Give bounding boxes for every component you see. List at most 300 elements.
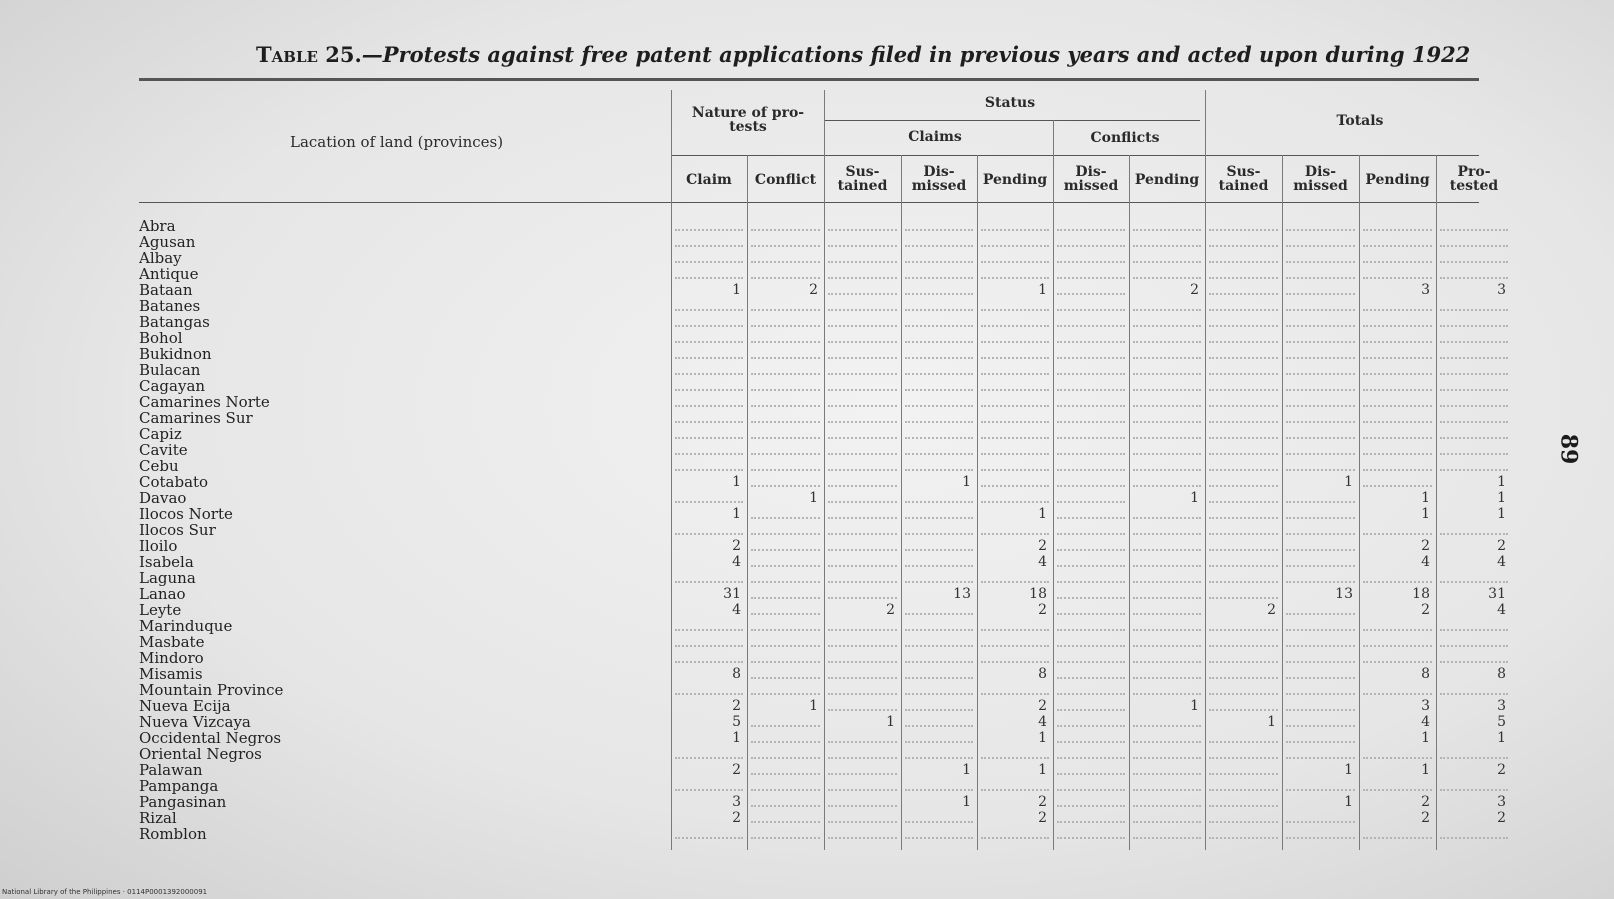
table-cell — [1282, 330, 1359, 346]
table-cell — [1129, 346, 1205, 362]
table-cell — [901, 522, 977, 538]
empty-cell-dots — [981, 581, 1049, 583]
table-number: Table 25. — [256, 42, 362, 67]
empty-cell-dots — [828, 549, 897, 551]
table-cell — [1053, 218, 1129, 234]
cell-value: 8 — [1038, 666, 1047, 682]
table-cell — [671, 522, 747, 538]
table-cell — [1282, 698, 1359, 714]
table-cell — [824, 586, 901, 602]
empty-cell-dots — [905, 709, 973, 711]
table-cell — [1282, 570, 1359, 586]
empty-cell-dots — [1440, 837, 1508, 839]
table-cell — [1205, 250, 1282, 266]
province-label: Davao — [139, 490, 187, 506]
table-cell — [671, 554, 747, 570]
table-cell — [1053, 474, 1129, 490]
table-row — [0, 298, 1614, 314]
table-cell — [977, 730, 1053, 746]
leader-dots — [186, 611, 664, 615]
table-cell — [1205, 554, 1282, 570]
table-cell — [1205, 538, 1282, 554]
table-cell — [1205, 426, 1282, 442]
table-cell — [1359, 330, 1436, 346]
table-cell — [1359, 682, 1436, 698]
cell-value: 2 — [1267, 602, 1276, 618]
table-cell — [1359, 746, 1436, 762]
empty-cell-dots — [1057, 773, 1125, 775]
empty-cell-dots — [905, 389, 973, 391]
empty-cell-dots — [828, 597, 897, 599]
empty-cell-dots — [1133, 565, 1201, 567]
empty-cell-dots — [905, 373, 973, 375]
empty-cell-dots — [981, 421, 1049, 423]
table-cell — [1359, 522, 1436, 538]
empty-cell-dots — [1286, 293, 1355, 295]
table-cell — [747, 522, 824, 538]
empty-cell-dots — [905, 645, 973, 647]
empty-cell-dots — [1209, 261, 1278, 263]
cell-value: 3 — [1421, 282, 1430, 298]
table-cell — [901, 586, 977, 602]
empty-cell-dots — [1209, 597, 1278, 599]
table-cell — [977, 282, 1053, 298]
table-cell — [977, 410, 1053, 426]
cell-value: 2 — [1038, 602, 1047, 618]
table-cell — [1205, 602, 1282, 618]
table-cell — [824, 314, 901, 330]
empty-cell-dots — [1057, 789, 1125, 791]
table-row — [0, 634, 1614, 650]
table-cell — [671, 426, 747, 442]
table-cell — [1053, 586, 1129, 602]
table-cell — [1205, 522, 1282, 538]
table-cell — [747, 650, 824, 666]
empty-cell-dots — [1209, 533, 1278, 535]
empty-cell-dots — [675, 501, 743, 503]
table-cell — [1129, 794, 1205, 810]
empty-cell-dots — [1133, 533, 1201, 535]
empty-cell-dots — [1286, 501, 1355, 503]
table-cell — [977, 234, 1053, 250]
empty-cell-dots — [905, 293, 973, 295]
empty-cell-dots — [828, 501, 897, 503]
table-cell — [747, 314, 824, 330]
table-cell — [1436, 634, 1512, 650]
empty-cell-dots — [1133, 741, 1201, 743]
table-cell — [824, 330, 901, 346]
province-label: Romblon — [139, 826, 207, 842]
table-cell — [901, 474, 977, 490]
empty-cell-dots — [1286, 341, 1355, 343]
empty-cell-dots — [1133, 325, 1201, 327]
province-name — [139, 426, 664, 442]
table-row — [0, 650, 1614, 666]
cell-value: 3 — [1497, 282, 1506, 298]
claims-header: Claims — [908, 129, 962, 145]
cell-value: 8 — [732, 666, 741, 682]
table-cell — [977, 698, 1053, 714]
empty-cell-dots — [1057, 805, 1125, 807]
scan-footer: National Library of the Philippines · 0114P0001392000091 — [2, 888, 208, 896]
province-name — [139, 234, 664, 250]
table-cell — [1436, 522, 1512, 538]
table-cell — [1436, 378, 1512, 394]
empty-cell-dots — [1286, 373, 1355, 375]
table-cell — [747, 218, 824, 234]
table-cell — [1205, 490, 1282, 506]
province-name — [139, 506, 664, 522]
table-cell — [671, 266, 747, 282]
empty-cell-dots — [981, 533, 1049, 535]
leader-dots — [229, 531, 664, 535]
empty-cell-dots — [751, 533, 820, 535]
table-cell — [1053, 602, 1129, 618]
empty-cell-dots — [1209, 709, 1278, 711]
empty-cell-dots — [751, 373, 820, 375]
table-cell — [1359, 794, 1436, 810]
table-cell — [977, 426, 1053, 442]
table-cell — [1205, 682, 1282, 698]
empty-cell-dots — [1363, 357, 1432, 359]
table-cell — [671, 714, 747, 730]
province-name — [139, 458, 664, 474]
table-cell — [1359, 442, 1436, 458]
empty-cell-dots — [675, 389, 743, 391]
empty-cell-dots — [1133, 677, 1201, 679]
table-cell — [1129, 570, 1205, 586]
empty-cell-dots — [828, 581, 897, 583]
empty-cell-dots — [1363, 261, 1432, 263]
table-cell — [1359, 826, 1436, 842]
empty-cell-dots — [1057, 613, 1125, 615]
empty-cell-dots — [751, 309, 820, 311]
table-cell — [1436, 746, 1512, 762]
table-row — [0, 362, 1614, 378]
province-label: Occidental Negros — [139, 730, 282, 746]
cell-value: 18 — [1412, 586, 1430, 602]
table-cell — [1129, 298, 1205, 314]
table-cell — [1053, 730, 1129, 746]
table-cell — [1436, 762, 1512, 778]
table-cell — [1282, 522, 1359, 538]
table-cell — [747, 410, 824, 426]
empty-cell-dots — [1057, 661, 1125, 663]
column-header: Sus- tained — [1218, 164, 1269, 194]
empty-cell-dots — [828, 837, 897, 839]
cell-value: 1 — [809, 698, 818, 714]
cell-value: 2 — [1497, 538, 1506, 554]
empty-cell-dots — [1133, 405, 1201, 407]
empty-cell-dots — [1286, 405, 1355, 407]
empty-cell-dots — [1286, 357, 1355, 359]
leader-dots — [186, 435, 664, 439]
empty-cell-dots — [828, 245, 897, 247]
leader-dots — [212, 323, 664, 327]
status-header: Status — [984, 95, 1036, 111]
table-cell — [1205, 650, 1282, 666]
column-header: Pro- tested — [1449, 164, 1499, 194]
empty-cell-dots — [1133, 485, 1201, 487]
table-cell — [824, 474, 901, 490]
empty-cell-dots — [1133, 517, 1201, 519]
province-name — [139, 330, 664, 346]
table-cell — [1053, 794, 1129, 810]
table-cell — [1129, 378, 1205, 394]
empty-cell-dots — [905, 741, 973, 743]
table-row — [0, 394, 1614, 410]
table-cell — [977, 458, 1053, 474]
empty-cell-dots — [1440, 421, 1508, 423]
table-cell — [1129, 506, 1205, 522]
cell-value: 2 — [1421, 810, 1430, 826]
empty-cell-dots — [981, 629, 1049, 631]
table-cell — [824, 810, 901, 826]
table-cell — [671, 490, 747, 506]
empty-cell-dots — [1363, 309, 1432, 311]
column-header: Dis- missed — [1063, 164, 1119, 194]
table-cell — [901, 282, 977, 298]
cell-value: 1 — [1421, 730, 1430, 746]
province-label: Masbate — [139, 634, 205, 650]
empty-cell-dots — [675, 421, 743, 423]
table-cell — [1359, 570, 1436, 586]
table-cell — [977, 810, 1053, 826]
empty-cell-dots — [1363, 757, 1432, 759]
table-cell — [1359, 234, 1436, 250]
table-row — [0, 826, 1614, 842]
leader-dots — [186, 259, 664, 263]
cell-value: 2 — [1190, 282, 1199, 298]
empty-cell-dots — [1057, 309, 1125, 311]
cell-value: 1 — [1497, 730, 1506, 746]
table-cell — [824, 650, 901, 666]
empty-cell-dots — [751, 277, 820, 279]
table-cell — [1129, 746, 1205, 762]
empty-cell-dots — [828, 645, 897, 647]
empty-cell-dots — [675, 341, 743, 343]
empty-cell-dots — [1286, 469, 1355, 471]
province-name — [139, 218, 664, 234]
empty-cell-dots — [1209, 789, 1278, 791]
leader-dots — [289, 739, 664, 743]
table-cell — [1436, 730, 1512, 746]
table-cell — [824, 506, 901, 522]
table-cell — [1205, 330, 1282, 346]
leader-dots — [195, 243, 664, 247]
column-header: Pending — [1365, 172, 1430, 188]
column-header: Dis- missed — [1293, 164, 1348, 194]
table-cell — [901, 666, 977, 682]
table-cell — [747, 538, 824, 554]
empty-cell-dots — [1363, 421, 1432, 423]
table-row — [0, 426, 1614, 442]
table-cell — [1129, 762, 1205, 778]
empty-cell-dots — [1286, 565, 1355, 567]
cell-value: 1 — [809, 490, 818, 506]
empty-cell-dots — [1440, 325, 1508, 327]
empty-cell-dots — [1440, 629, 1508, 631]
table-cell — [901, 506, 977, 522]
table-cell — [1436, 794, 1512, 810]
table-cell — [977, 394, 1053, 410]
table-cell — [1129, 474, 1205, 490]
province-label: Batangas — [139, 314, 210, 330]
table-cell — [671, 570, 747, 586]
table-row — [0, 810, 1614, 826]
table-cell — [1129, 698, 1205, 714]
empty-cell-dots — [1440, 581, 1508, 583]
column-header: Pending — [982, 172, 1048, 188]
empty-cell-dots — [1209, 245, 1278, 247]
cell-value: 4 — [1497, 602, 1506, 618]
table-cell — [747, 778, 824, 794]
empty-cell-dots — [1209, 757, 1278, 759]
table-cell — [1053, 394, 1129, 410]
empty-cell-dots — [981, 357, 1049, 359]
table-cell — [747, 394, 824, 410]
empty-cell-dots — [828, 325, 897, 327]
table-cell — [1205, 362, 1282, 378]
table-cell — [1129, 682, 1205, 698]
table-cell — [747, 634, 824, 650]
empty-cell-dots — [1209, 341, 1278, 343]
leader-dots — [195, 547, 664, 551]
province-label: Bohol — [139, 330, 183, 346]
leader-dots — [289, 691, 664, 695]
province-label: Pampanga — [139, 778, 219, 794]
table-cell — [1053, 746, 1129, 762]
table-cell — [1053, 266, 1129, 282]
empty-cell-dots — [1133, 261, 1201, 263]
province-label: Cebu — [139, 458, 179, 474]
empty-cell-dots — [905, 581, 973, 583]
cell-value: 2 — [1421, 538, 1430, 554]
empty-cell-dots — [1057, 565, 1125, 567]
empty-cell-dots — [1286, 261, 1355, 263]
table-cell — [977, 634, 1053, 650]
table-cell — [1129, 714, 1205, 730]
empty-cell-dots — [751, 245, 820, 247]
empty-cell-dots — [1286, 613, 1355, 615]
table-cell — [977, 682, 1053, 698]
table-cell — [1282, 714, 1359, 730]
leader-dots — [229, 627, 664, 631]
table-cell — [824, 442, 901, 458]
empty-cell-dots — [751, 741, 820, 743]
empty-cell-dots — [905, 565, 973, 567]
cell-value: 1 — [1038, 762, 1047, 778]
cell-value: 1 — [1497, 474, 1506, 490]
cell-value: 4 — [1038, 714, 1047, 730]
empty-cell-dots — [981, 245, 1049, 247]
table-cell — [1053, 490, 1129, 506]
table-cell — [747, 682, 824, 698]
table-cell — [901, 250, 977, 266]
table-cell — [1359, 378, 1436, 394]
table-cell — [901, 634, 977, 650]
empty-cell-dots — [905, 613, 973, 615]
table-cell — [671, 506, 747, 522]
empty-cell-dots — [751, 757, 820, 759]
province-name — [139, 522, 664, 538]
page-number: 89 — [1555, 433, 1582, 465]
empty-cell-dots — [828, 229, 897, 231]
empty-cell-dots — [1363, 389, 1432, 391]
empty-cell-dots — [905, 757, 973, 759]
empty-cell-dots — [1363, 693, 1432, 695]
table-cell — [1436, 714, 1512, 730]
cell-value: 2 — [1497, 810, 1506, 826]
table-cell — [1359, 538, 1436, 554]
table-cell — [901, 810, 977, 826]
table-cell — [1129, 634, 1205, 650]
table-cell — [977, 826, 1053, 842]
empty-cell-dots — [981, 309, 1049, 311]
empty-cell-dots — [1209, 357, 1278, 359]
table-cell — [671, 234, 747, 250]
table-cell — [1053, 570, 1129, 586]
province-name — [139, 346, 664, 362]
table-row — [0, 698, 1614, 714]
leader-dots — [212, 355, 664, 359]
status-rule — [824, 120, 1200, 121]
empty-cell-dots — [1133, 581, 1201, 583]
table-cell — [1359, 666, 1436, 682]
empty-cell-dots — [905, 517, 973, 519]
cell-value: 8 — [1421, 666, 1430, 682]
table-row — [0, 666, 1614, 682]
table-cell — [1129, 602, 1205, 618]
empty-cell-dots — [981, 661, 1049, 663]
table-cell — [1205, 474, 1282, 490]
table-cell — [1205, 314, 1282, 330]
province-name — [139, 474, 664, 490]
table-cell — [1282, 234, 1359, 250]
table-cell — [824, 410, 901, 426]
province-label: Albay — [139, 250, 182, 266]
empty-cell-dots — [905, 261, 973, 263]
table-cell — [977, 266, 1053, 282]
empty-cell-dots — [1209, 581, 1278, 583]
empty-cell-dots — [675, 661, 743, 663]
province-label: Nueva Vizcaya — [139, 714, 251, 730]
leader-dots — [203, 371, 664, 375]
leader-dots — [238, 707, 664, 711]
table-cell — [1436, 442, 1512, 458]
table-row — [0, 346, 1614, 362]
cell-value: 2 — [732, 810, 741, 826]
empty-cell-dots — [751, 773, 820, 775]
table-cell — [824, 378, 901, 394]
table-cell — [1282, 506, 1359, 522]
empty-cell-dots — [1286, 661, 1355, 663]
empty-cell-dots — [751, 597, 820, 599]
empty-cell-dots — [1440, 693, 1508, 695]
empty-cell-dots — [905, 789, 973, 791]
table-cell — [1129, 826, 1205, 842]
empty-cell-dots — [1209, 437, 1278, 439]
empty-cell-dots — [1209, 693, 1278, 695]
table-cell — [671, 410, 747, 426]
leader-dots — [195, 579, 664, 583]
cell-value: 2 — [1421, 602, 1430, 618]
table-cell — [1282, 762, 1359, 778]
table-row — [0, 250, 1614, 266]
province-name — [139, 762, 664, 778]
table-cell — [1359, 506, 1436, 522]
province-label: Laguna — [139, 570, 196, 586]
